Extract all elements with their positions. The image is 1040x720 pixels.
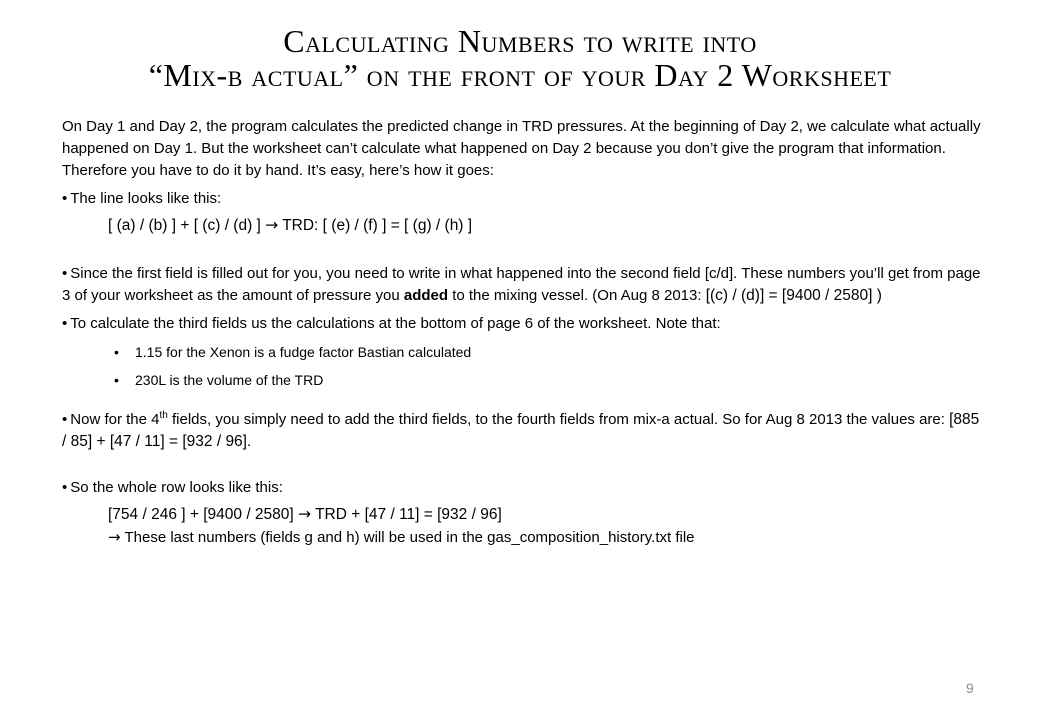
bullet-second-field xyxy=(62,263,982,307)
sub-bullet-xenon xyxy=(62,341,982,363)
bullet-icon: • xyxy=(62,265,68,282)
superscript-th: th xyxy=(159,410,168,421)
intro-paragraph: On Day 1 and Day 2, the program calculates the predicted change in TRD pressures. At the beginning of Day 2, we calculate what actually happened on Day 1. But the worksheet can’t calculate what happened on Day 2 because you don’t give the program that information. Therefore you have to do it by hand. It’s easy, here’s how it goes: xyxy=(62,118,981,179)
bullet-icon: • xyxy=(62,190,68,207)
sub-bullet-volume xyxy=(62,369,982,391)
bullet-line-format xyxy=(62,188,982,210)
bullet-text: Now for the 4 xyxy=(70,411,160,428)
history-file-note xyxy=(62,526,982,549)
formula-left: [754 / 246 ] + [9400 / 2580] xyxy=(108,506,294,523)
arrow-icon: → xyxy=(298,505,312,523)
bullet-whole-row xyxy=(62,477,982,499)
page-number: 9 xyxy=(966,680,974,696)
formula-example xyxy=(62,503,982,526)
note-text: These last numbers (fields g and h) will be used in the gas_composition_history.txt file xyxy=(124,529,695,546)
bullet-fourth-fields xyxy=(62,409,982,453)
arrow-icon: → xyxy=(265,216,279,234)
bullet-text-cont: fields, you simply need to add the third fields, to the fourth fields from mix-a actual. So for Aug 8 2013 the values are: xyxy=(167,411,950,428)
bold-added: added xyxy=(403,287,449,304)
sub-bullet-text: 1.15 for the Xenon is a fudge factor Bastian calculated xyxy=(135,344,472,360)
arrow-icon: → xyxy=(108,528,121,546)
cd-values: [(c) / (d)] = [9400 / 2580] ) xyxy=(705,287,882,304)
bullet-icon: • xyxy=(62,411,68,428)
bullet-text-cont: to the mixing vessel. (On Aug 8 2013: xyxy=(448,287,706,304)
formula-right: TRD + [47 / 11] = [932 / 96] xyxy=(315,506,502,523)
bullet-third-fields xyxy=(62,313,982,335)
title-line-1: Calculating Numbers to write into xyxy=(283,23,757,59)
bullet-icon: • xyxy=(62,315,68,332)
bullet-text: So the whole row looks like this: xyxy=(70,479,283,496)
slide-title xyxy=(0,24,1040,92)
bullet-text: The line looks like this: xyxy=(70,190,222,207)
title-line-2: “Mix-b actual” on the front of your Day 2 Worksheet xyxy=(148,57,892,93)
bullet-icon: • xyxy=(62,479,68,496)
formula-left: [ (a) / (b) ] + [ (c) / (d) ] xyxy=(108,217,261,234)
bullet-icon: • xyxy=(114,372,119,388)
formula-right: TRD: [ (e) / (f) ] = [ (g) / (h) ] xyxy=(282,217,473,234)
formula-template xyxy=(62,214,982,237)
bullet-icon: • xyxy=(114,344,119,360)
slide-body xyxy=(62,116,982,549)
bullet-text: To calculate the third fields us the calculations at the bottom of page 6 of the worksheet. Note that: xyxy=(70,315,721,332)
bullet-end: . xyxy=(247,433,252,450)
fourth-field-values: [885 / 85] + [47 / 11] = [932 / 96] xyxy=(62,411,980,450)
sub-bullet-text: 230L is the volume of the TRD xyxy=(135,372,324,388)
bullet-text: Since the first field is filled out for you, you need to write in what happened into the second field [c/d]. These numbers you’ll get from page 3 of your worksheet as the amount of pressure you xyxy=(62,265,981,304)
